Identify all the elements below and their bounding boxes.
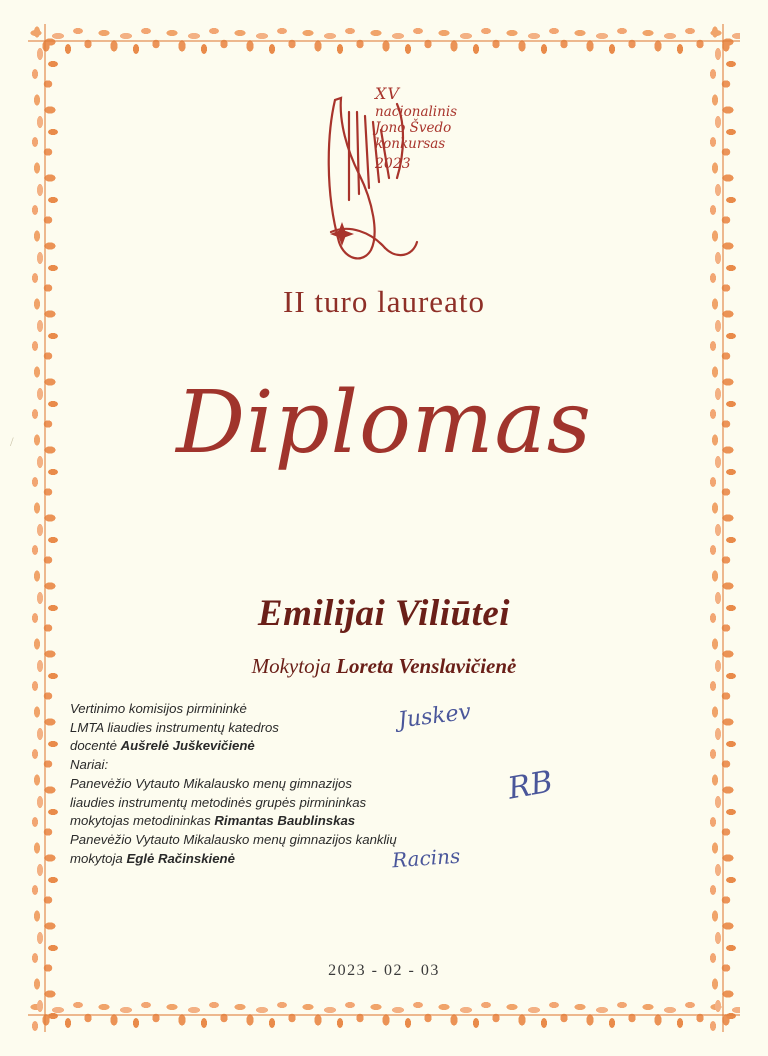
- teacher-label: Mokytoja: [251, 654, 337, 678]
- signature-member-1: RB: [505, 764, 556, 807]
- competition-logo: [70, 74, 698, 264]
- border-vine-left: [28, 24, 62, 1032]
- certificate-subtitle: II turo laureato: [283, 284, 485, 319]
- certificate-title: Diplomas: [176, 373, 592, 473]
- logo-text-block: [375, 84, 505, 173]
- logo-year: 2023: [375, 155, 411, 172]
- logo-line-1: nacionalinis: [375, 103, 458, 120]
- member2-line: [70, 850, 540, 869]
- teacher-name: Loreta Venslavičienė: [336, 654, 517, 678]
- committee-block: [70, 700, 540, 869]
- border-vine-right: [706, 24, 740, 1032]
- chair-role-line-1: Vertinimo komisijos pirmininkė: [70, 701, 247, 716]
- members-label: Nariai:: [70, 757, 109, 773]
- member1-line-1: Panevėžio Vytauto Mikalausko menų gimnazijos: [70, 775, 352, 791]
- border-stem-left: [44, 24, 46, 1032]
- signature-member-2: Racins: [391, 843, 461, 873]
- border-stem-bottom: [28, 1014, 740, 1016]
- member2-role-prefix: mokytoja: [70, 850, 127, 866]
- chair-role-prefix: docentė: [70, 738, 121, 754]
- scan-edge-mark: /: [10, 434, 14, 449]
- border-stem-right: [722, 24, 724, 1032]
- member2-name: Eglė Račinskienė: [126, 850, 235, 866]
- border-vine-bottom: [28, 998, 740, 1032]
- chair-line: [70, 737, 540, 756]
- member1-name: Rimantas Baublinskas: [214, 813, 356, 829]
- signature-chair: Juskev: [396, 699, 473, 734]
- logo-line-3: konkursas: [375, 136, 446, 153]
- border-vine-top: [28, 24, 740, 58]
- border-stem-top: [28, 40, 740, 42]
- member1-role-prefix: mokytojas metodininkas: [70, 813, 215, 829]
- issue-date: 2023 - 02 - 03: [328, 962, 440, 979]
- chair-name: Aušrelė Juškevičienė: [120, 738, 255, 754]
- recipient-name: Emilijai Viliūtei: [257, 593, 511, 634]
- member1-line-2: liaudies instrumentų metodinės grupės pirmininkas: [70, 794, 367, 810]
- member2-line-1: Panevėžio Vytauto Mikalausko menų gimnazijos kanklių: [70, 832, 397, 848]
- logo-roman-numeral: XV: [375, 84, 400, 103]
- teacher-line: [70, 654, 698, 679]
- logo-line-2: Jono Švedo: [375, 119, 452, 136]
- member1-line: [70, 812, 540, 831]
- chair-role-line-2: LMTA liaudies instrumentų katedros: [70, 719, 279, 735]
